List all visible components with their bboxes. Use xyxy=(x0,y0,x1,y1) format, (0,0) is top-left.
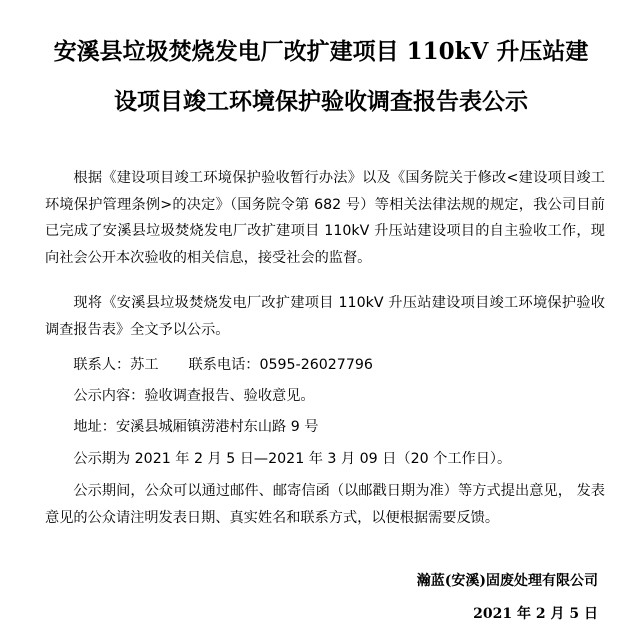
announcement-paragraph: 现将《安溪县垃圾焚烧发电厂改扩建项目 110kV 升压站建设项目竣工环境保护验收调查报告表》全文予以公示。 xyxy=(45,295,605,338)
document-title-line-1: 安溪县垃圾焚烧发电厂改扩建项目 110kV 升压站建 xyxy=(53,38,589,65)
contact-phone: 联系电话：0595-26027796 xyxy=(188,357,373,373)
signature-date: 2021 年 2 月 5 日 xyxy=(473,606,598,622)
content-line: 公示内容：验收调查报告、验收意见。 xyxy=(73,388,315,404)
signature-company: 瀚蓝(安溪)固废处理有限公司 xyxy=(416,573,598,589)
address-line: 地址：安溪县城厢镇涝港村东山路 9 号 xyxy=(73,419,319,435)
contact-line xyxy=(45,352,605,379)
document-title-line-2: 设项目竣工环境保护验收调查报告表公示 xyxy=(114,88,528,115)
intro-paragraph: 根据《建设项目竣工环境保护验收暂行办法》以及《国务院关于修改<建设项目竣工环境保护管理条例>的决定》（国务院令第 682 号）等相关法律法规的规定，我公司目前已完成了安溪县垃圾焚烧发电厂改扩建项目 110kV 升压站建设项目的自主验收工作，现向社会公开本次验收的相关信息，接受社会的监督。 xyxy=(45,170,605,266)
period-line: 公示期为 2021 年 2 月 5 日—2021 年 3 月 09 日（20 个工作日）。 xyxy=(73,451,512,467)
contact-person: 联系人：苏工 xyxy=(73,357,159,373)
feedback-paragraph: 公示期间，公众可以通过邮件、邮寄信函（以邮戳日期为准）等方式提出意见， 发表意见的公众请注明发表日期、真实姓名和联系方式，以便根据需要反馈。 xyxy=(45,483,605,526)
